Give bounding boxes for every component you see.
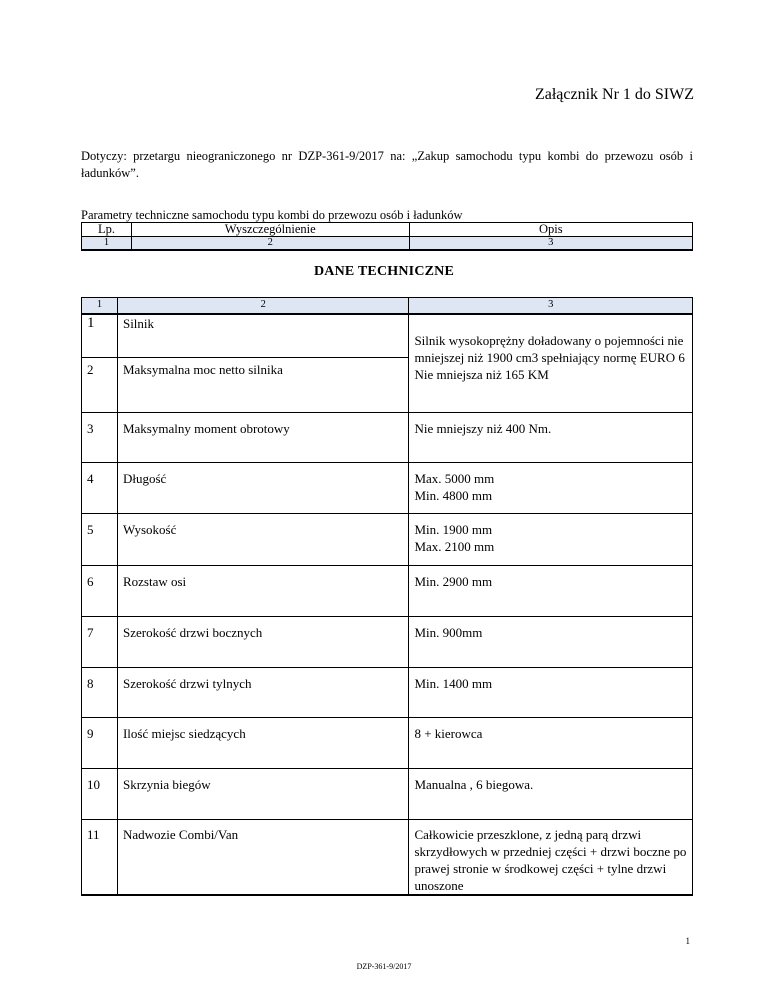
row-lp: 4 [82,463,118,514]
table-row [82,314,693,358]
row-desc: Min. 2900 mm [409,566,693,617]
row-desc-2: Nie mniejsza niż 165 KM [414,366,549,382]
table-row [82,566,693,617]
footer-reference: DZP-361-9/2017 [356,962,412,971]
row-lp: 3 [82,413,118,463]
row-name: Rozstaw osi [117,566,408,617]
row-desc [409,314,693,413]
row-name: Szerokość drzwi tylnych [117,668,408,718]
header-num-3: 3 [409,237,692,251]
table-row [82,769,693,820]
row-name: Szerokość drzwi bocznych [117,617,408,668]
col-num-1: 1 [82,298,118,314]
row-lp: 7 [82,617,118,668]
header-num-2: 2 [131,237,409,251]
row-lp: 1 [82,314,118,358]
row-name: Skrzynia biegów [117,769,408,820]
table-row [82,413,693,463]
params-caption: Parametry techniczne samochodu typu kombi do przewozu osób i ładunków [81,208,463,222]
page-number: 1 [685,936,690,946]
row-lp: 10 [82,769,118,820]
section-title: DANE TECHNICZNE [313,264,455,279]
header-lp: Lp. [82,223,132,237]
col-num-3: 3 [409,298,693,314]
table-row [82,820,693,896]
row-desc: Manualna , 6 biegowa. [409,769,693,820]
row-lp: 11 [82,820,118,896]
tech-spec-table [81,297,693,896]
row-name: Maksymalna moc netto silnika [117,358,408,413]
row-lp: 8 [82,668,118,718]
header-labels-row [82,223,693,237]
row-lp: 9 [82,718,118,769]
row-desc: Nie mniejszy niż 400 Nm. [409,413,693,463]
row-name: Wysokość [117,514,408,566]
intro-paragraph: Dotyczy: przetargu nieograniczonego nr DZP-361-9/2017 na: „Zakup samochodu typu kombi do przewozu osób i ładunków”. [81,149,693,180]
row-name: Silnik [117,314,408,358]
annex-title: Załącznik Nr 1 do SIWZ [534,86,694,103]
row-desc: Min. 1900 mm Max. 2100 mm [409,514,693,566]
header-numbers-row [82,237,693,251]
row-lp: 2 [82,358,118,413]
row-desc: Min. 1400 mm [409,668,693,718]
header-desc: Opis [409,223,692,237]
row-lp: 6 [82,566,118,617]
header-spec: Wyszczególnienie [131,223,409,237]
row-name: Nadwozie Combi/Van [117,820,408,896]
table-row [82,617,693,668]
col-num-2: 2 [117,298,408,314]
table-row [82,718,693,769]
header-num-1: 1 [82,237,132,251]
row-desc: Min. 900mm [409,617,693,668]
row-desc: Całkowicie przeszklone, z jedną parą drzwi skrzydłowych w przedniej części + drzwi boczne po prawej stronie w środkowej części + tylne drzwi unoszone [409,820,693,896]
table-row [82,463,693,514]
header-table [81,222,693,251]
row-desc: Max. 5000 mm Min. 4800 mm [409,463,693,514]
table-numbers-row [82,298,693,314]
table-row [82,514,693,566]
table-row [82,668,693,718]
row-name: Ilość miejsc siedzących [117,718,408,769]
row-name: Długość [117,463,408,514]
row-name: Maksymalny moment obrotowy [117,413,408,463]
row-desc: 8 + kierowca [409,718,693,769]
row-desc-1: Silnik wysokoprężny doładowany o pojemności nie mniejszej niż 1900 cm3 spełniający normę EURO 6 [414,332,685,365]
row-lp: 5 [82,514,118,566]
